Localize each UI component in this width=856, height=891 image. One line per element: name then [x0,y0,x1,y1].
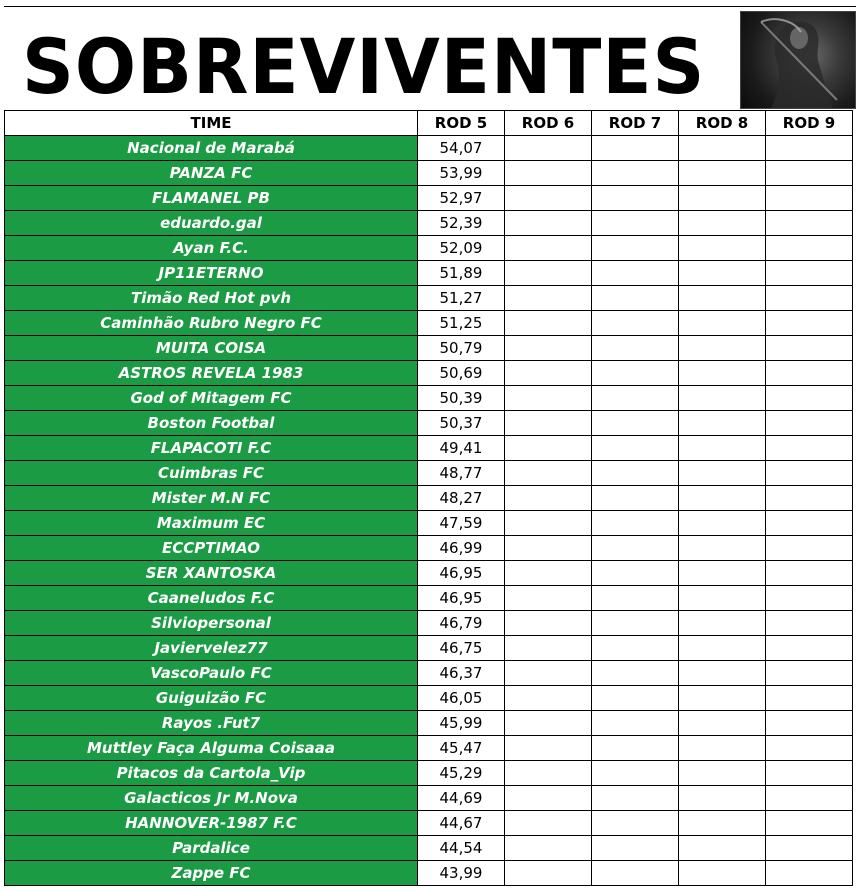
table-row [5,861,853,886]
rod6-score-cell[interactable] [505,861,592,886]
rod9-score-cell[interactable] [766,486,853,511]
team-name-cell[interactable]: PANZA FC [5,161,418,186]
rod8-score-cell[interactable] [679,861,766,886]
rod5-score-cell[interactable]: 51,25 [418,311,505,336]
team-name-cell[interactable]: Boston Footbal [5,411,418,436]
rod7-score-cell[interactable] [592,161,679,186]
rod9-score-cell[interactable] [766,736,853,761]
rod7-score-cell[interactable] [592,661,679,686]
rod7-score-cell[interactable] [592,461,679,486]
rod6-score-cell[interactable] [505,311,592,336]
table-row [5,386,853,411]
rod5-score-cell[interactable]: 51,89 [418,261,505,286]
rod7-score-cell[interactable] [592,611,679,636]
rod9-score-cell[interactable] [766,786,853,811]
rod6-score-cell[interactable] [505,736,592,761]
rod6-score-cell[interactable] [505,511,592,536]
team-name-cell[interactable]: Zappe FC [5,861,418,886]
rod7-score-cell[interactable] [592,411,679,436]
rod7-score-cell[interactable] [592,811,679,836]
rod7-score-cell[interactable] [592,836,679,861]
rod6-score-cell[interactable] [505,161,592,186]
rod5-score-cell[interactable]: 44,54 [418,836,505,861]
table-row [5,261,853,286]
rod8-score-cell[interactable] [679,186,766,211]
rod9-score-cell[interactable] [766,436,853,461]
table-row [5,236,853,261]
rod6-score-cell[interactable] [505,336,592,361]
rod5-score-cell[interactable]: 52,97 [418,186,505,211]
rod7-score-cell[interactable] [592,711,679,736]
rod7-score-cell[interactable] [592,536,679,561]
team-name-cell[interactable]: Pitacos da Cartola_Vip [5,761,418,786]
rod9-score-cell[interactable] [766,636,853,661]
rod8-score-cell[interactable] [679,361,766,386]
rod9-score-cell[interactable] [766,761,853,786]
rod9-score-cell[interactable] [766,211,853,236]
rod8-score-cell[interactable] [679,561,766,586]
table-row [5,461,853,486]
rod5-score-cell[interactable]: 46,99 [418,536,505,561]
team-name-cell[interactable]: Nacional de Marabá [5,136,418,161]
rod5-score-cell[interactable]: 49,41 [418,436,505,461]
rod6-score-cell[interactable] [505,211,592,236]
rod9-score-cell[interactable] [766,586,853,611]
rod7-score-cell[interactable] [592,561,679,586]
rod7-score-cell[interactable] [592,311,679,336]
rod7-score-cell[interactable] [592,236,679,261]
rod7-score-cell[interactable] [592,386,679,411]
rod8-score-cell[interactable] [679,536,766,561]
table-row [5,761,853,786]
column-header-time[interactable]: TIME [5,111,418,136]
rod8-score-cell[interactable] [679,761,766,786]
rod5-score-cell[interactable]: 45,47 [418,736,505,761]
rod8-score-cell[interactable] [679,811,766,836]
rod5-score-cell[interactable]: 44,67 [418,811,505,836]
team-name-cell[interactable]: Silviopersonal [5,611,418,636]
rod9-score-cell[interactable] [766,186,853,211]
rod9-score-cell[interactable] [766,336,853,361]
table-row [5,311,853,336]
table-row [5,361,853,386]
rod7-score-cell[interactable] [592,486,679,511]
rod7-score-cell[interactable] [592,786,679,811]
rod8-score-cell[interactable] [679,586,766,611]
rod8-score-cell[interactable] [679,236,766,261]
rod5-score-cell[interactable]: 50,37 [418,411,505,436]
rod7-score-cell[interactable] [592,861,679,886]
rod6-score-cell[interactable] [505,661,592,686]
rod6-score-cell[interactable] [505,836,592,861]
table-row [5,186,853,211]
rod5-score-cell[interactable]: 43,99 [418,861,505,886]
table-row [5,286,853,311]
table-row [5,811,853,836]
table-row [5,686,853,711]
rod7-score-cell[interactable] [592,436,679,461]
page-title: SOBREVIVENTES [22,22,706,111]
rod7-score-cell[interactable] [592,261,679,286]
table-row [5,736,853,761]
team-name-cell[interactable]: JP11ETERNO [5,261,418,286]
rod6-score-cell[interactable] [505,786,592,811]
rod6-score-cell[interactable] [505,386,592,411]
rod6-score-cell[interactable] [505,561,592,586]
rod7-score-cell[interactable] [592,686,679,711]
rod8-score-cell[interactable] [679,436,766,461]
rod8-score-cell[interactable] [679,511,766,536]
team-name-cell[interactable]: ECCPTIMAO [5,536,418,561]
team-name-cell[interactable]: eduardo.gal [5,211,418,236]
rod6-score-cell[interactable] [505,636,592,661]
header-row [5,111,853,136]
rod6-score-cell[interactable] [505,811,592,836]
rod6-score-cell[interactable] [505,236,592,261]
rod5-score-cell[interactable]: 50,69 [418,361,505,386]
team-name-cell[interactable]: SER XANTOSKA [5,561,418,586]
team-name-cell[interactable]: Caminhão Rubro Negro FC [5,311,418,336]
rod5-score-cell[interactable]: 48,77 [418,461,505,486]
table-row [5,561,853,586]
rod7-score-cell[interactable] [592,136,679,161]
rod6-score-cell[interactable] [505,361,592,386]
rod5-score-cell[interactable]: 54,07 [418,136,505,161]
table-row [5,436,853,461]
rod8-score-cell[interactable] [679,136,766,161]
rod5-score-cell[interactable]: 46,37 [418,661,505,686]
team-name-cell[interactable]: Pardalice [5,836,418,861]
team-name-cell[interactable]: Mister M.N FC [5,486,418,511]
team-name-cell[interactable]: Muttley Faça Alguma Coisaaa [5,736,418,761]
table-row [5,136,853,161]
team-name-cell[interactable]: HANNOVER-1987 F.C [5,811,418,836]
rod8-score-cell[interactable] [679,411,766,436]
table-row [5,411,853,436]
table-row [5,161,853,186]
rod8-score-cell[interactable] [679,461,766,486]
rod5-score-cell[interactable]: 48,27 [418,486,505,511]
rod5-score-cell[interactable]: 45,29 [418,761,505,786]
team-name-cell[interactable]: Caaneludos F.C [5,586,418,611]
rod8-score-cell[interactable] [679,786,766,811]
rod5-score-cell[interactable]: 46,79 [418,611,505,636]
rod5-score-cell[interactable]: 45,99 [418,711,505,736]
rod5-score-cell[interactable]: 46,75 [418,636,505,661]
rod8-score-cell[interactable] [679,611,766,636]
rod8-score-cell[interactable] [679,286,766,311]
team-name-cell[interactable]: MUITA COISA [5,336,418,361]
rod7-score-cell[interactable] [592,636,679,661]
rod6-score-cell[interactable] [505,586,592,611]
rod8-score-cell[interactable] [679,486,766,511]
rod6-score-cell[interactable] [505,686,592,711]
rod8-score-cell[interactable] [679,636,766,661]
column-header-rod9[interactable]: ROD 9 [766,111,853,136]
rod9-score-cell[interactable] [766,836,853,861]
rod8-score-cell[interactable] [679,711,766,736]
column-header-rod7[interactable]: ROD 7 [592,111,679,136]
rod7-score-cell[interactable] [592,286,679,311]
rod6-score-cell[interactable] [505,261,592,286]
team-name-cell[interactable]: Maximum EC [5,511,418,536]
rod5-score-cell[interactable]: 53,99 [418,161,505,186]
rod9-score-cell[interactable] [766,286,853,311]
rod9-score-cell[interactable] [766,311,853,336]
rod9-score-cell[interactable] [766,411,853,436]
scores-table [4,110,853,886]
rod7-score-cell[interactable] [592,211,679,236]
table-row [5,336,853,361]
rod9-score-cell[interactable] [766,611,853,636]
column-header-rod8[interactable]: ROD 8 [679,111,766,136]
rod5-score-cell[interactable]: 50,39 [418,386,505,411]
column-header-rod6[interactable]: ROD 6 [505,111,592,136]
rod5-score-cell[interactable]: 46,05 [418,686,505,711]
rod9-score-cell[interactable] [766,686,853,711]
table-row [5,786,853,811]
column-header-rod5[interactable]: ROD 5 [418,111,505,136]
team-name-cell[interactable]: God of Mitagem FC [5,386,418,411]
rod5-score-cell[interactable]: 44,69 [418,786,505,811]
team-name-cell[interactable]: Ayan F.C. [5,236,418,261]
team-name-cell[interactable]: Timão Red Hot pvh [5,286,418,311]
rod9-score-cell[interactable] [766,161,853,186]
team-name-cell[interactable]: ASTROS REVELA 1983 [5,361,418,386]
table-row [5,711,853,736]
rod9-score-cell[interactable] [766,461,853,486]
rod8-score-cell[interactable] [679,311,766,336]
rod6-score-cell[interactable] [505,611,592,636]
rod5-score-cell[interactable]: 46,95 [418,561,505,586]
rod8-score-cell[interactable] [679,661,766,686]
rod7-score-cell[interactable] [592,736,679,761]
rod6-score-cell[interactable] [505,136,592,161]
rod8-score-cell[interactable] [679,686,766,711]
rod7-score-cell[interactable] [592,586,679,611]
rod8-score-cell[interactable] [679,261,766,286]
rod6-score-cell[interactable] [505,711,592,736]
rod6-score-cell[interactable] [505,761,592,786]
team-name-cell[interactable]: VascoPaulo FC [5,661,418,686]
rod9-score-cell[interactable] [766,561,853,586]
rod9-score-cell[interactable] [766,386,853,411]
rod5-score-cell[interactable]: 50,79 [418,336,505,361]
table-row [5,536,853,561]
rod5-score-cell[interactable]: 52,39 [418,211,505,236]
rod8-score-cell[interactable] [679,336,766,361]
rod8-score-cell[interactable] [679,211,766,236]
rod9-score-cell[interactable] [766,811,853,836]
grim-reaper-icon [741,12,855,108]
rod8-score-cell[interactable] [679,736,766,761]
rod9-score-cell[interactable] [766,536,853,561]
team-name-cell[interactable]: Cuimbras FC [5,461,418,486]
rod8-score-cell[interactable] [679,161,766,186]
rod9-score-cell[interactable] [766,136,853,161]
rod9-score-cell[interactable] [766,511,853,536]
rod7-score-cell[interactable] [592,186,679,211]
table-row [5,486,853,511]
table-row [5,211,853,236]
rod5-score-cell[interactable]: 46,95 [418,586,505,611]
team-name-cell[interactable]: Galacticos Jr M.Nova [5,786,418,811]
table-row [5,836,853,861]
rod8-score-cell[interactable] [679,836,766,861]
rod6-score-cell[interactable] [505,536,592,561]
title-banner [4,6,856,110]
grim-reaper-image [740,11,856,109]
team-name-cell[interactable]: FLAPACOTI F.C [5,436,418,461]
rod6-score-cell[interactable] [505,436,592,461]
rod6-score-cell[interactable] [505,411,592,436]
table-row [5,661,853,686]
rod5-score-cell[interactable]: 52,09 [418,236,505,261]
rod9-score-cell[interactable] [766,711,853,736]
rod6-score-cell[interactable] [505,461,592,486]
rod8-score-cell[interactable] [679,386,766,411]
table-row [5,611,853,636]
rod9-score-cell[interactable] [766,236,853,261]
rod7-score-cell[interactable] [592,511,679,536]
table-row [5,586,853,611]
rod5-score-cell[interactable]: 47,59 [418,511,505,536]
team-name-cell[interactable]: Guiguizão FC [5,686,418,711]
rod6-score-cell[interactable] [505,286,592,311]
rod7-score-cell[interactable] [592,336,679,361]
rod9-score-cell[interactable] [766,261,853,286]
team-name-cell[interactable]: Rayos .Fut7 [5,711,418,736]
team-name-cell[interactable]: Javiervelez77 [5,636,418,661]
rod9-score-cell[interactable] [766,661,853,686]
rod7-score-cell[interactable] [592,361,679,386]
table-row [5,511,853,536]
rod6-score-cell[interactable] [505,486,592,511]
rod9-score-cell[interactable] [766,361,853,386]
team-name-cell[interactable]: FLAMANEL PB [5,186,418,211]
table-row [5,636,853,661]
rod9-score-cell[interactable] [766,861,853,886]
rod6-score-cell[interactable] [505,186,592,211]
rod7-score-cell[interactable] [592,761,679,786]
rod5-score-cell[interactable]: 51,27 [418,286,505,311]
